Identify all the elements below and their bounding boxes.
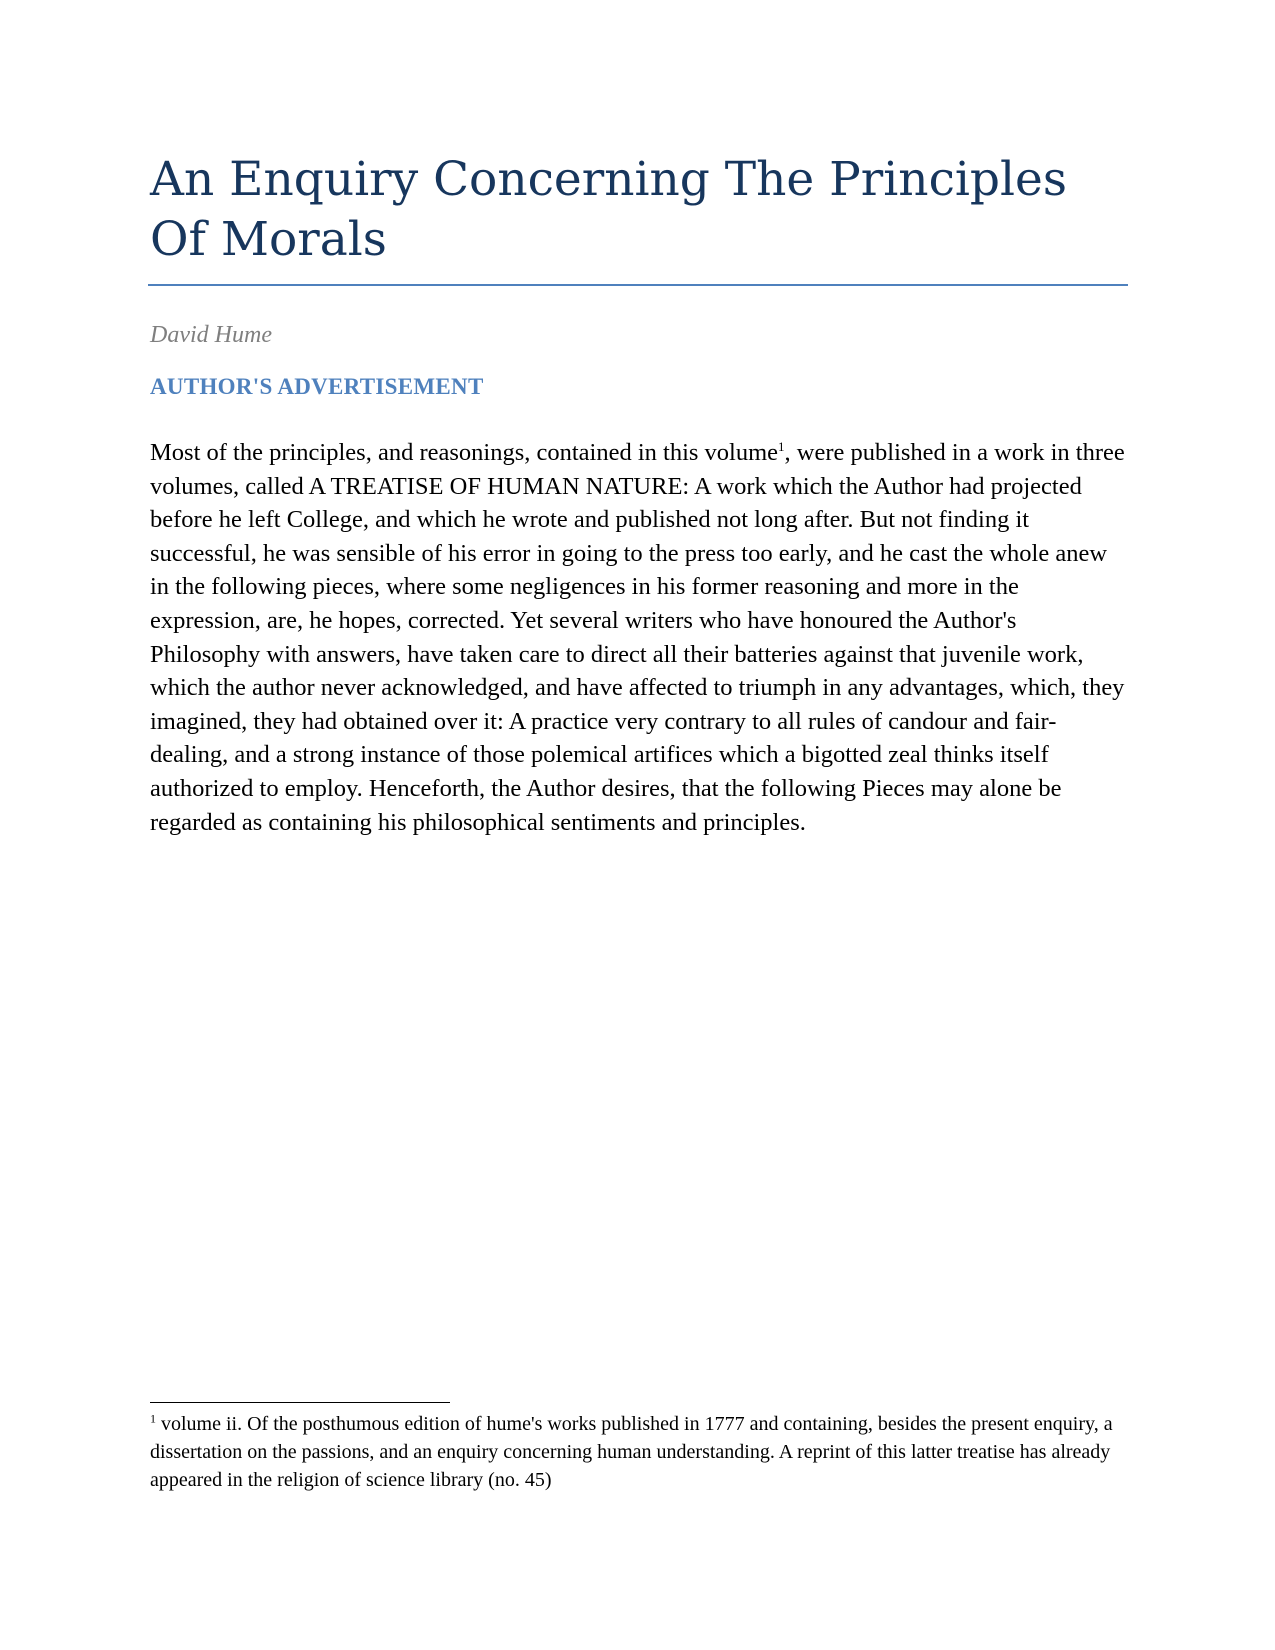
paragraph-text-end: , were published in a work in three volumes, called A TREATISE OF HUMAN NATURE: A work which the Author had projected before he left College, and which he wrote and published not long after. But not finding it successful, he was sensible of his error in going to the press too early, and he cast the whole anew in the following pieces, where some negligences in his former reasoning and more in the expression, are, he hopes, corrected. Yet several writers who have honoured the Author's Philosophy with answers, have taken care to direct all their batteries against that juvenile work, which the author never acknowledged, and have affected to triumph in any advantages, which, they imagined, they had obtained over it: A practice very contrary to all rules of candour and fair-dealing, and a strong instance of those polemical artifices which a bigotted zeal thinks itself authorized to employ. Henceforth, the Author desires, that the following Pieces may alone be regarded as containing his philosophical sentiments and principles. — [150, 439, 1125, 836]
title-divider — [148, 284, 1128, 286]
footnote-reference[interactable]: 1 — [778, 438, 785, 454]
footnote-separator — [150, 1402, 450, 1403]
paragraph-text-start: Most of the principles, and reasonings, contained in this volume — [150, 439, 779, 466]
author-name: David Hume — [150, 322, 272, 348]
footnote — [150, 1410, 1125, 1494]
section-heading: AUTHOR'S ADVERTISEMENT — [150, 374, 484, 399]
footnote-text: volume ii. Of the posthumous edition of hume's works published in 1777 and containing, besides the present enquiry, a dissertation on the passions, and an enquiry concerning human understanding. A reprint of this latter treatise has already appeared in the religion of science library (no. 45) — [150, 1413, 1113, 1491]
body-paragraph — [150, 436, 1125, 839]
document-title: An Enquiry Concerning The Principles Of Morals — [150, 152, 1067, 267]
footnote-marker: 1 — [150, 1411, 156, 1426]
